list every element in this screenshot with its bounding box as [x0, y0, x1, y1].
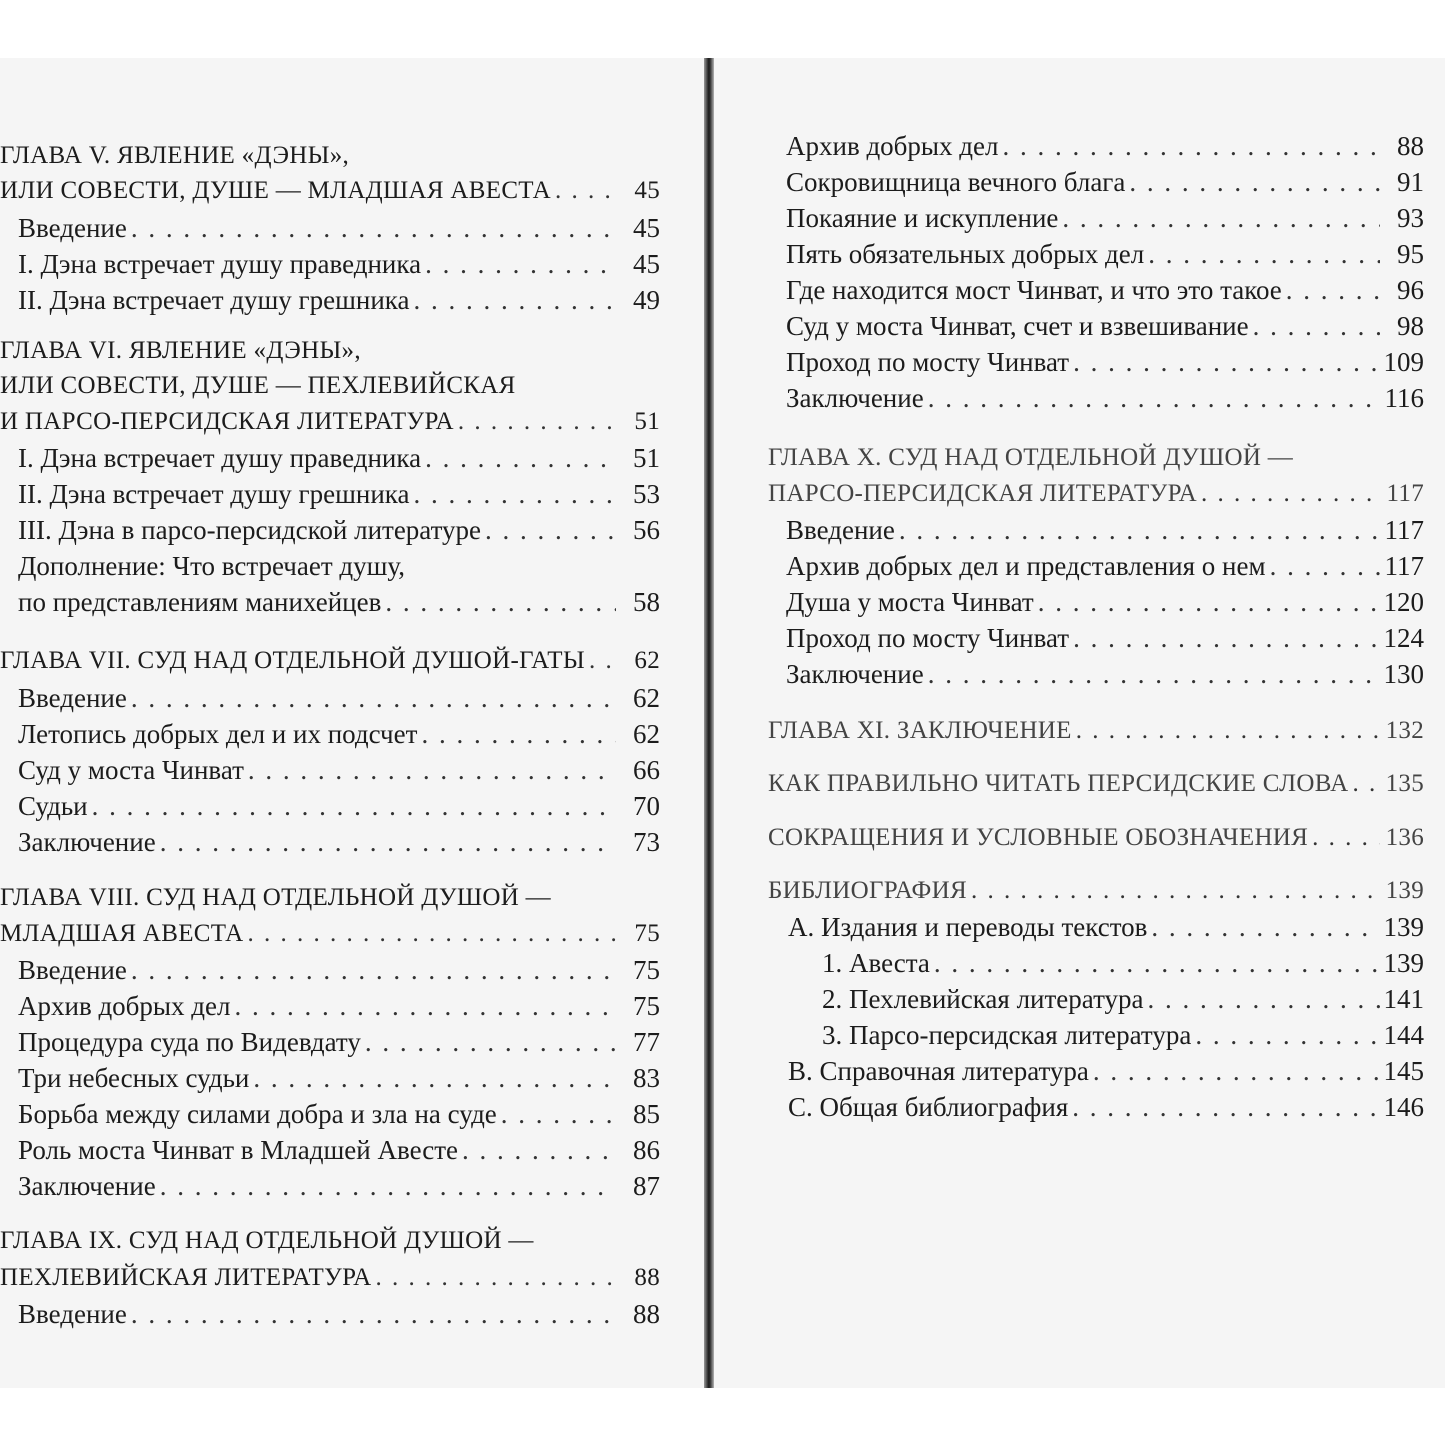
toc-entry	[786, 200, 1424, 236]
toc-page-number: 91	[1397, 167, 1424, 197]
toc-entry	[18, 512, 660, 548]
toc-entry	[788, 1089, 1424, 1125]
toc-page-number: 86	[633, 1135, 660, 1165]
toc-entry	[18, 584, 660, 620]
dot-leader	[1148, 236, 1380, 272]
dot-leader	[928, 656, 1380, 692]
toc-entry	[786, 584, 1424, 620]
toc-page-number: 139	[1385, 877, 1424, 904]
dot-leader	[1195, 1017, 1379, 1053]
dot-leader	[375, 1260, 616, 1296]
toc-page-number: 75	[634, 920, 660, 947]
dot-leader	[1073, 620, 1379, 656]
toc-entry	[18, 952, 660, 988]
toc-entry-title: Покаяние и искупление	[786, 203, 1059, 233]
dot-leader	[1151, 909, 1379, 945]
toc-page-number: 135	[1385, 770, 1424, 797]
toc-entry-title: C. Общая библиография	[788, 1092, 1069, 1122]
toc-heading	[768, 873, 1424, 909]
toc-entry-title: ПАРСО-ПЕРСИДСКАЯ ЛИТЕРАТУРА	[768, 480, 1197, 507]
toc-entry-title: МЛАДШАЯ АВЕСТА	[0, 920, 244, 947]
dot-leader	[131, 680, 616, 716]
toc-entry	[786, 620, 1424, 656]
toc-entry-title: Введение	[18, 955, 127, 985]
toc-page-number: 58	[633, 587, 660, 617]
dot-leader	[1253, 308, 1380, 344]
dot-leader	[501, 1096, 616, 1132]
toc-entry-title: Где находится мост Чинват, и что это такое	[786, 275, 1282, 305]
toc-entry-title: ГЛАВА VI. ЯВЛЕНИЕ «ДЭНЫ»,	[0, 337, 361, 364]
dot-leader	[1129, 164, 1380, 200]
dot-leader	[1003, 128, 1380, 164]
toc-entry-title: Архив добрых дел	[18, 991, 231, 1021]
dot-leader	[971, 873, 1380, 909]
dot-leader	[160, 824, 616, 860]
toc-entry	[18, 548, 660, 584]
toc-page-number: 93	[1397, 203, 1424, 233]
dot-leader	[235, 988, 616, 1024]
dot-leader	[899, 512, 1380, 548]
right-page	[714, 58, 1445, 1388]
toc-entry-title: 2. Пехлевийская литература	[822, 984, 1144, 1014]
toc-heading	[0, 368, 660, 404]
toc-entry	[18, 1132, 660, 1168]
toc-entry	[786, 380, 1424, 416]
toc-entry-title: Дополнение: Что встречает душу,	[18, 551, 405, 581]
toc-heading	[0, 1223, 660, 1259]
book-gutter	[704, 58, 714, 1388]
toc-page-number: 117	[1386, 480, 1424, 507]
dot-leader	[92, 788, 616, 824]
toc-page-number: 109	[1383, 347, 1424, 377]
toc-page-number: 124	[1383, 623, 1424, 653]
dot-leader	[385, 584, 616, 620]
toc-heading	[768, 820, 1424, 856]
toc-heading	[768, 766, 1424, 802]
toc-entry	[18, 1060, 660, 1096]
toc-entry	[18, 824, 660, 860]
dot-leader	[1038, 584, 1380, 620]
toc-page-number: 62	[634, 647, 660, 674]
toc-page-number: 141	[1383, 984, 1424, 1014]
dot-leader	[1148, 981, 1380, 1017]
toc-heading	[0, 333, 660, 369]
toc-page-number: 77	[633, 1027, 660, 1057]
toc-page-number: 88	[634, 1264, 660, 1291]
toc-entry-title: Заключение	[18, 827, 156, 857]
toc-page-number: 51	[634, 408, 660, 435]
toc-page-number: 62	[633, 683, 660, 713]
toc-page-number: 116	[1384, 383, 1424, 413]
toc-page-number: 95	[1397, 239, 1424, 269]
toc-entry	[786, 272, 1424, 308]
toc-page-number: 49	[633, 285, 660, 315]
toc-entry	[786, 548, 1424, 584]
toc-entry	[786, 512, 1424, 548]
toc-entry-title: 3. Парсо-персидская литература	[822, 1020, 1192, 1050]
toc-heading	[0, 916, 660, 952]
dot-leader	[414, 476, 617, 512]
dot-leader	[485, 512, 616, 548]
toc-page-number: 139	[1383, 912, 1424, 942]
toc-entry-title: ГЛАВА V. ЯВЛЕНИЕ «ДЭНЫ»,	[0, 142, 350, 169]
toc-entry	[786, 308, 1424, 344]
toc-page-number: 117	[1384, 515, 1424, 545]
toc-heading	[0, 138, 660, 174]
toc-entry	[18, 1024, 660, 1060]
toc-entry-title: Судьи	[18, 791, 88, 821]
dot-leader	[131, 1296, 616, 1332]
toc-entry-title: Суд у моста Чинват	[18, 755, 244, 785]
toc-entry-title: ИЛИ СОВЕСТИ, ДУШЕ — ПЕХЛЕВИЙСКАЯ	[0, 372, 516, 399]
toc-page-number: 136	[1385, 824, 1424, 851]
toc-entry	[788, 1053, 1424, 1089]
toc-entry-title: ГЛАВА IX. СУД НАД ОТДЕЛЬНОЙ ДУШОЙ —	[0, 1227, 534, 1254]
toc-entry	[18, 282, 660, 318]
toc-entry-title: Заключение	[786, 659, 924, 689]
toc-page-number: 88	[633, 1299, 660, 1329]
toc-page-number: 117	[1384, 551, 1424, 581]
toc-page-number: 146	[1383, 1092, 1424, 1122]
left-page	[0, 58, 704, 1388]
toc-entry-title: II. Дэна встречает душу грешника	[18, 285, 410, 315]
toc-entry	[786, 164, 1424, 200]
toc-entry-title: СОКРАЩЕНИЯ И УСЛОВНЫЕ ОБОЗНАЧЕНИЯ	[768, 824, 1309, 851]
toc-entry	[18, 752, 660, 788]
dot-leader	[414, 282, 617, 318]
toc-entry	[18, 1096, 660, 1132]
toc-page-number: 83	[633, 1063, 660, 1093]
toc-page-number: 51	[633, 443, 660, 473]
toc-page-number: 139	[1383, 948, 1424, 978]
toc-entry-title: Введение	[18, 213, 127, 243]
toc-entry-title: Архив добрых дел	[786, 131, 999, 161]
toc-page-number: 85	[633, 1099, 660, 1129]
toc-entry-title: Заключение	[786, 383, 924, 413]
dot-leader	[1352, 766, 1380, 802]
toc-entry	[18, 476, 660, 512]
toc-entry-title: Заключение	[18, 1171, 156, 1201]
toc-page-number: 45	[634, 177, 660, 204]
toc-entry-title: Сокровищница вечного блага	[786, 167, 1126, 197]
toc-entry-title: 1. Авеста	[822, 948, 930, 978]
toc-entry-title: Архив добрых дел и представления о нем	[786, 551, 1266, 581]
dot-leader	[1201, 476, 1380, 512]
dot-leader	[160, 1168, 616, 1204]
toc-entry	[788, 909, 1424, 945]
dot-leader	[1062, 200, 1380, 236]
toc-entry	[822, 981, 1424, 1017]
dot-leader	[131, 952, 616, 988]
toc-entry	[18, 1296, 660, 1332]
toc-page-number: 62	[633, 719, 660, 749]
toc-page-number: 73	[633, 827, 660, 857]
toc-entry-title: ГЛАВА VII. СУД НАД ОТДЕЛЬНОЙ ДУШОЙ-ГАТЫ	[0, 647, 585, 674]
dot-leader	[934, 945, 1380, 981]
toc-page-number: 120	[1383, 587, 1424, 617]
toc-entry-title: II. Дэна встречает душу грешника	[18, 479, 410, 509]
toc-heading	[0, 404, 660, 440]
toc-heading	[768, 476, 1424, 512]
dot-leader	[1076, 713, 1380, 749]
toc-entry-title: ГЛАВА VIII. СУД НАД ОТДЕЛЬНОЙ ДУШОЙ —	[0, 884, 551, 911]
toc-page-number: 45	[633, 249, 660, 279]
dot-leader	[458, 404, 616, 440]
toc-page-number: 98	[1397, 311, 1424, 341]
toc-entry-title: Процедура суда по Видевдату	[18, 1027, 361, 1057]
toc-entry-title: Пять обязательных добрых дел	[786, 239, 1145, 269]
dot-leader	[425, 246, 616, 282]
toc-entry-title: Суд у моста Чинват, счет и взвешивание	[786, 311, 1249, 341]
toc-entry	[18, 788, 660, 824]
toc-entry	[18, 246, 660, 282]
toc-entry	[18, 988, 660, 1024]
dot-leader	[365, 1024, 616, 1060]
dot-leader	[248, 752, 616, 788]
dot-leader	[1093, 1053, 1380, 1089]
toc-entry-title: ГЛАВА XI. ЗАКЛЮЧЕНИЕ	[768, 717, 1072, 744]
toc-entry	[822, 945, 1424, 981]
dot-leader	[131, 210, 616, 246]
toc-entry	[822, 1017, 1424, 1053]
toc-entry-title: Душа у моста Чинват	[786, 587, 1034, 617]
toc-entry	[786, 236, 1424, 272]
toc-entry-title: ИЛИ СОВЕСТИ, ДУШЕ — МЛАДШАЯ АВЕСТА	[0, 177, 551, 204]
toc-entry-title: И ПАРСО-ПЕРСИДСКАЯ ЛИТЕРАТУРА	[0, 408, 454, 435]
toc-entry-title: Три небесных судьи	[18, 1063, 250, 1093]
dot-leader	[928, 380, 1380, 416]
toc-heading	[0, 880, 660, 916]
dot-leader	[1073, 344, 1379, 380]
toc-entry-title: Проход по мосту Чинват	[786, 623, 1070, 653]
toc-entry-title: КАК ПРАВИЛЬНО ЧИТАТЬ ПЕРСИДСКИЕ СЛОВА	[768, 770, 1349, 797]
toc-heading	[0, 173, 660, 209]
toc-entry-title: Введение	[18, 1299, 127, 1329]
toc-page-number: 66	[633, 755, 660, 785]
toc-page-number: 132	[1385, 717, 1424, 744]
dot-leader	[1270, 548, 1380, 584]
toc-entry-title: Введение	[18, 683, 127, 713]
toc-entry	[18, 440, 660, 476]
dot-leader	[425, 440, 616, 476]
toc-entry	[18, 716, 660, 752]
toc-entry-title: III. Дэна в парсо-персидской литературе	[18, 515, 482, 545]
toc-page-number: 45	[633, 213, 660, 243]
toc-entry	[786, 656, 1424, 692]
toc-entry	[18, 680, 660, 716]
toc-entry-title: I. Дэна встречает душу праведника	[18, 249, 422, 279]
toc-entry	[18, 1168, 660, 1204]
dot-leader	[1312, 820, 1380, 856]
toc-page-number: 70	[633, 791, 660, 821]
dot-leader	[1286, 272, 1380, 308]
toc-page-number: 56	[633, 515, 660, 545]
toc-entry	[786, 128, 1424, 164]
toc-entry	[786, 344, 1424, 380]
dot-leader	[421, 716, 616, 752]
dot-leader	[253, 1060, 616, 1096]
dot-leader	[247, 916, 616, 952]
toc-heading	[768, 713, 1424, 749]
toc-entry-title: Роль моста Чинват в Младшей Авесте	[18, 1135, 458, 1165]
toc-entry-title: Введение	[786, 515, 895, 545]
toc-page-number: 53	[633, 479, 660, 509]
toc-entry-title: ПЕХЛЕВИЙСКАЯ ЛИТЕРАТУРА	[0, 1264, 372, 1291]
toc-entry-title: ГЛАВА X. СУД НАД ОТДЕЛЬНОЙ ДУШОЙ —	[768, 444, 1294, 471]
toc-entry-title: БИБЛИОГРАФИЯ	[768, 877, 967, 904]
toc-heading	[768, 440, 1424, 476]
toc-entry	[18, 210, 660, 246]
toc-entry-title: Борьба между силами добра и зла на суде	[18, 1099, 497, 1129]
dot-leader	[589, 643, 616, 679]
toc-page-number: 144	[1383, 1020, 1424, 1050]
toc-heading	[0, 643, 660, 679]
toc-entry-title: A. Издания и переводы текстов	[788, 912, 1148, 942]
dot-leader	[1072, 1089, 1379, 1125]
dot-leader	[555, 173, 616, 209]
toc-page-number: 75	[633, 955, 660, 985]
toc-heading	[0, 1260, 660, 1296]
toc-page-number: 96	[1397, 275, 1424, 305]
toc-page-number: 75	[633, 991, 660, 1021]
toc-page-number: 87	[633, 1171, 660, 1201]
toc-page-number: 88	[1397, 131, 1424, 161]
toc-page-number: 145	[1383, 1056, 1424, 1086]
toc-entry-title: I. Дэна встречает душу праведника	[18, 443, 422, 473]
toc-entry-title: B. Справочная литература	[788, 1056, 1089, 1086]
toc-page-number: 130	[1383, 659, 1424, 689]
dot-leader	[462, 1132, 616, 1168]
toc-entry-title: по представлениям манихейцев	[18, 587, 382, 617]
toc-entry-title: Летопись добрых дел и их подсчет	[18, 719, 418, 749]
toc-entry-title: Проход по мосту Чинват	[786, 347, 1070, 377]
